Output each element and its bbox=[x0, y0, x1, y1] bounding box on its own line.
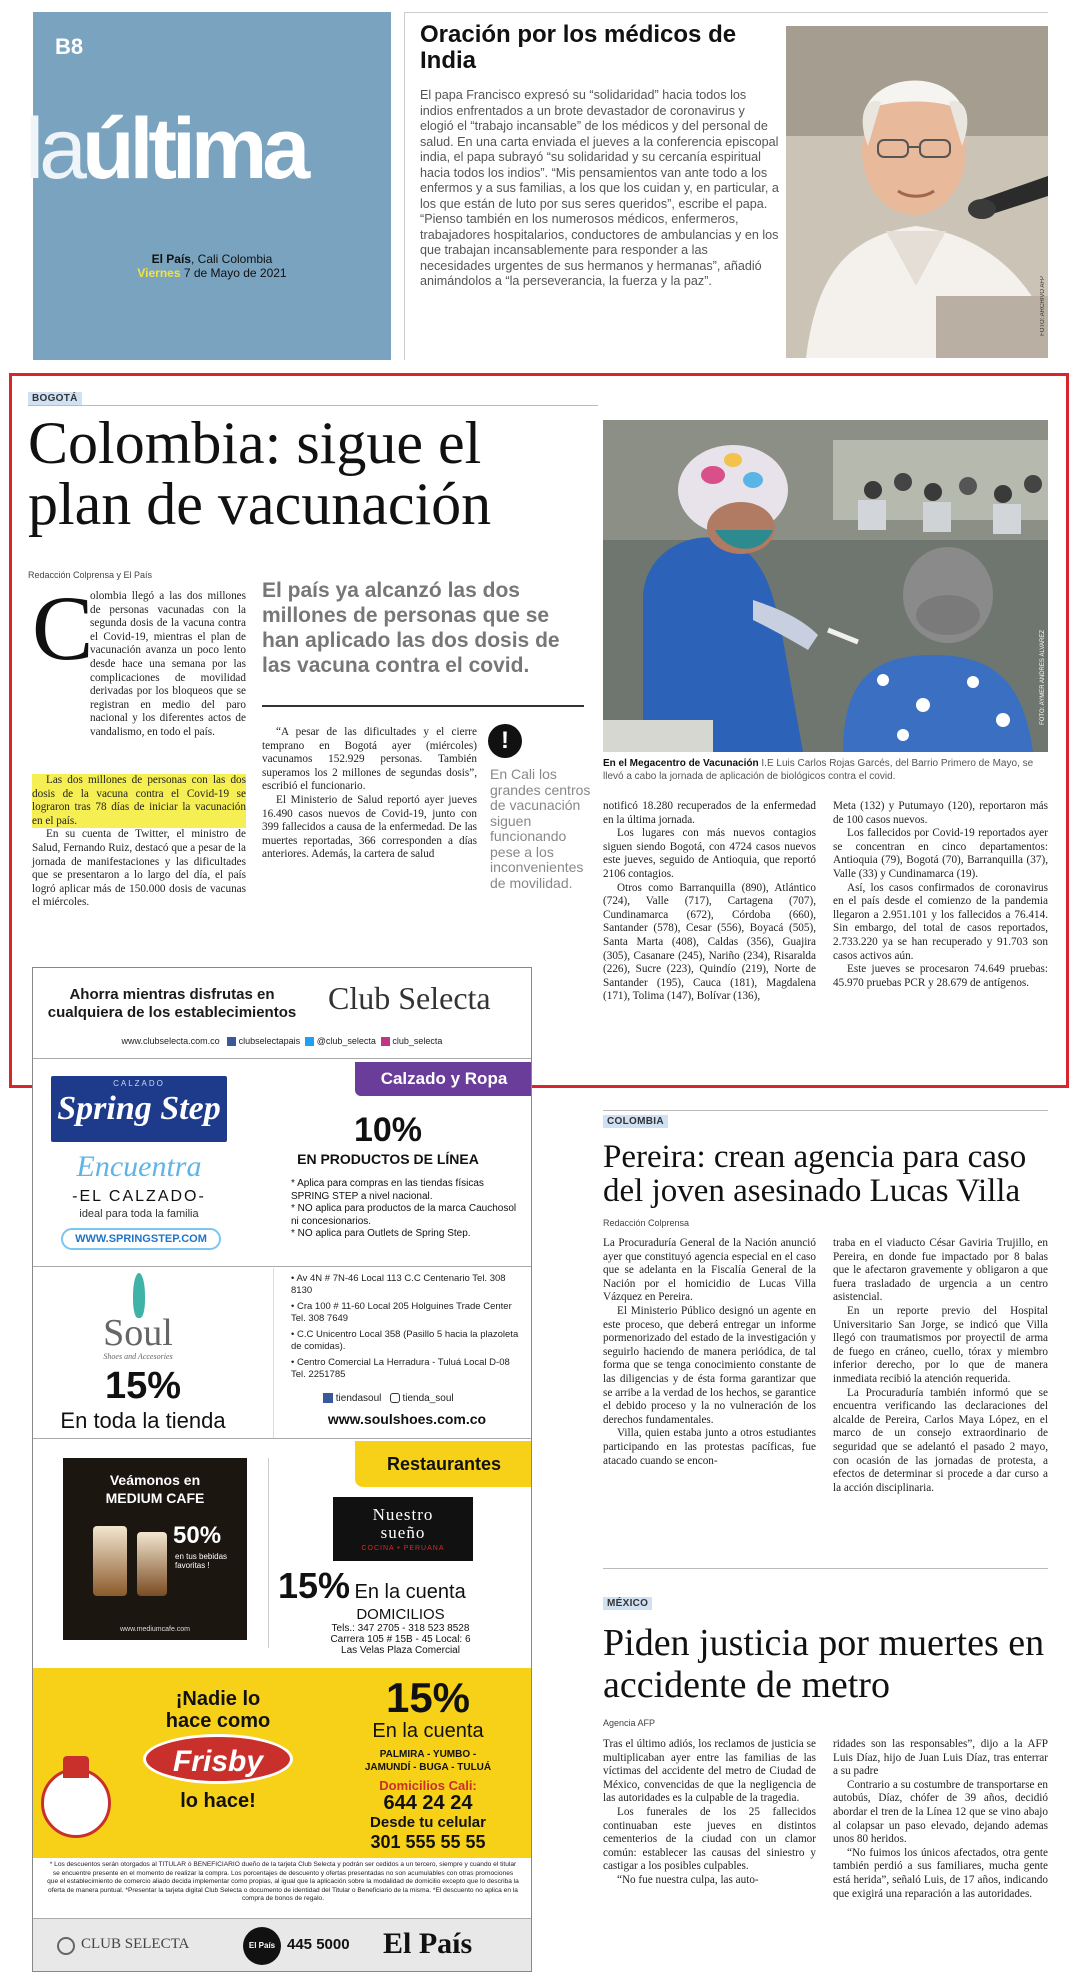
section-restaurantes: Restaurantes bbox=[355, 1441, 532, 1487]
ad-fine-print: * Los descuentos serán otorgados al TITULAR ó BENEFICIARIO dueño de la tarjeta Club Selecta y podrán ser cedidos a un tercero, siempre y cuando el titular se encuentre presente en el momento de realizar la compra. Los porcentajes de descuento y ofertas presentadas no son acumulables con otras promociones que el establecimiento de comercio aliado decida implementar como propias, al igual que la aplicación sobre la modalidad de domicilio excepto que lo describa la oferta de manera puntual. *Presentar la tarjeta digital Club Selecta o documento de identidad del Titular o Beneficiario de la misma. *El descuento no aplica en la compra de bonos de regalo. bbox=[47, 1861, 519, 1903]
ad-headline: Ahorra mientras disfrutas en cualquiera de los establecimientos bbox=[47, 986, 297, 1021]
section-rule bbox=[603, 1568, 1048, 1569]
main-story-byline: Redacción Colprensa y El País bbox=[28, 570, 153, 580]
ad-divider bbox=[33, 1438, 531, 1439]
pope-photo bbox=[786, 26, 1048, 358]
medium-cafe-panel: Veámonos en MEDIUM CAFE 50% en tus bebidas favoritas ! www.mediumcafe.com bbox=[63, 1458, 247, 1640]
ad-vertical-divider bbox=[268, 1458, 269, 1648]
pereira-byline: Redacción Colprensa bbox=[603, 1218, 690, 1228]
frisby-discount-label: En la cuenta bbox=[372, 1720, 484, 1742]
ss-conditions: * Aplica para compras en las tiendas físicas SPRING STEP a nivel nacional. * NO aplica para productos de la marca Cauchosol ni concesionarios. * NO aplica para Outlets de Spring Step. bbox=[291, 1178, 517, 1239]
pereira-column-1: La Procuraduría General de la Nación anunció ayer que constituyó agencia especial en el caso que se adelanta en la Fiscalía General de la Nación por el homicidio de Lucas Villa Vázquez en Pereira. El Ministerio Público designó un agente en este proceso, que deberá entregar un informe pormenorizado del estado de la investigación y seguirlo haciendo de manera periódica, de tal forma que se tenga conocimiento constante de las diligencias y de ésta forma garantizar que se arribe a la verdad de los hechos, se garantice el debido proceso y la no vulneración de los derechos fundamentales. Villa, quien estaba junto a otros estudiantes participando en las protestas pacíficas, fue atacado cuando se encon- bbox=[603, 1237, 816, 1467]
masthead bbox=[25, 12, 391, 360]
frisby-mascot-hat bbox=[63, 1756, 89, 1778]
pope-illustration bbox=[786, 26, 1048, 358]
soul-addresses: • Av 4N # 7N-46 Local 113 C.C Centenario Tel. 308 8130 • Cra 100 # 11-60 Local 205 Holguines Trade Center Tel. 308 7649 • C.C Unicentro Local 358 (Pasillo 5 hacia la plazoleta de comidas). • Centro Comercial La Herradura - Tuluá Local D-08 Tel. 2251785 bbox=[291, 1273, 519, 1380]
frisby-phone: 644 24 24 bbox=[383, 1792, 473, 1814]
highlighted-paragraph: Las dos millones de personas con las dos dosis de la vacuna contra el Covid-19 se lograron tras 78 días de iniciar la vacunación en el país. bbox=[32, 774, 246, 827]
ad-vertical-divider bbox=[273, 1268, 274, 1438]
mexico-column-2: ridades son las responsables”, dijo a la AFP Luis Díaz, hijo de Juan Luis Díaz, tras enterrar a su padre Contrario a su costumbre de transportarse en autobús, Díaz, chófer de 39 años, decidió abordar el tren de la Línea 12 que se vino abajo al colapsar un paso elevado, dejando ademas unos 80 heridos. “No fuimos los únicos afectados, otra gente también perdió a sus familiares, mucha gente está herida”, señaló Luis, de 17 años, indicando que exigirá una reparación a las autoridades. bbox=[833, 1738, 1048, 1900]
facebook-icon bbox=[227, 1037, 236, 1046]
section-tag: MÉXICO bbox=[603, 1597, 652, 1610]
section-tag: BOGOTÁ bbox=[28, 392, 82, 405]
ns-domicilios: DOMICILIOS bbox=[356, 1606, 445, 1623]
coffee-cup-icon bbox=[137, 1532, 167, 1596]
club-selecta-icon bbox=[57, 1937, 75, 1955]
coffee-cup-icon bbox=[93, 1526, 127, 1596]
instagram-icon bbox=[381, 1037, 390, 1046]
frisby-cel-label: Desde tu celular bbox=[370, 1814, 486, 1831]
frisby-mascot-icon bbox=[41, 1768, 111, 1838]
spring-step-logo: Spring Step bbox=[57, 1090, 221, 1127]
mexico-column-1: Tras el último adiós, los reclamos de justicia se multiplicaban ayer entre las familias de las víctimas del accidente del metro de Ciudad de México, convencidas de que la negligencia de las autoridades es la culpable de la tragedia. Los funerales de los 25 fallecidos continuaban este jueves en distintos cementerios de la ciudad con un clamor común: establecer las causas del siniestro y castigar a los posibles culpables. “No fue nuestra culpa, las auto- bbox=[603, 1738, 816, 1886]
frisby-panel bbox=[33, 1668, 532, 1858]
el-pais-logo: El País bbox=[383, 1927, 473, 1960]
photo-credit: FOTO: ARCHIVO AFP bbox=[1040, 276, 1046, 336]
ns-contact: Tels.: 347 2705 - 318 523 8528 Carrera 105 # 15B - 45 Local: 6 Las Velas Plaza Comercial bbox=[330, 1623, 471, 1656]
pull-quote: El país ya alcanzó las dos millones de personas que se han aplicado las dos dosis de las vacuna contra el covid. bbox=[262, 579, 560, 677]
masthead-dateline: El País, Cali Colombia Viernes 7 de Mayo de 2021 bbox=[137, 252, 287, 280]
spring-step-logo-box: CALZADO Spring Step bbox=[51, 1076, 227, 1142]
instagram-icon bbox=[390, 1393, 400, 1403]
soul-discount: 15% bbox=[104, 1365, 182, 1407]
ad-social-row: www.clubselecta.com.co clubselectapais @club_selecta club_selecta bbox=[121, 1036, 443, 1046]
main-column-4: Meta (132) y Putumayo (120), reportaron más de 100 casos nuevos. Los fallecidos por Covid-19 reportados ayer se concentran en cinco departamentos: Antioquia (79), Bogotá (70), Barranquilla (37), Valle (33) y Cundinamarca (19). Así, los casos confirmados de coronavirus en el país desde el comienzo de la pandemia llegaron a 2.951.101 y los fallecidos a 76.414. Sin embargo, del total de casos reportados, 2.733.220 ya se han recuperado y 91.703 son casos activos aún. Este jueves se procesaron 74.649 pruebas: 45.970 pruebas PCR y 28.679 de antígenos. bbox=[833, 800, 1048, 989]
pereira-column-2: traba en el viaducto César Gaviria Trujillo, en Pereira, en donde fue impactado por 8 balas que le afectaron gravemente y obligaron a que fuera trasladado de urgencia a un centro asistencial. En un reporte previo del Hospital Universitario San Jorge, se indicó que Villa llegó con traumatismos por proyectil de arma de fuego en cráneo, cuello, tórax y miembro inferior derecho, por lo que de manera inmediata recibió la atención requerida. La Procuraduría también informó que se encuentra verificando las declaraciones del alcalde de Pereira, Carlos Maya López, en el marco de un consejo extraordinario de seguridad que se adelantó el pasado 2 mayo, con ocasión de las jornadas de protesta, a efectos de determinar si procede a dar curso a la acción disciplinaria. bbox=[833, 1237, 1048, 1494]
ss-tagline-2: -EL CALZADO- bbox=[72, 1188, 206, 1205]
top-story-body: El papa Francisco expresó su “solidaridad” hacia todos los indios enfrentados a un brote devastador de coronavirus y elogió el “trabajo incansable” de los médicos y del personal de salud. En una carta enviada el jueves a la conferencia episcopal india, el papa subrayó “su solidaridad y su cercanía espiritual hacia todos los indios”. “Mis pensamientos van ante todo a los enfermos y a sus familias, a los que los cuidan y, en particular, a los que están de luto por sus seres queridos”, escribe el papa. “Pienso también en los numerosos médicos, enfermeros, trabajadores hospitalarios, conductores de ambulancias y en los que trabajan incansablemente para responder a las necesidades urgentes de sus hermanos y hermanas”, añadió animándolos a “la perseverancia, la fuerza y la paz”. bbox=[420, 88, 779, 288]
photo-caption: En el Megacentro de Vacunación I.E Luis Carlos Rojas Garcés, del Barrio Primero de Mayo, se llevó a cabo la jornada de aplicación de biológicos contra el covid. bbox=[603, 758, 1034, 782]
section-logo: laúltima bbox=[25, 101, 306, 197]
frisby-dom-label: Domicilios Cali: bbox=[379, 1778, 477, 1793]
sidenote: En Cali los grandes centros de vacunación siguen funcionando pese a los inconvenientes de movilidad. bbox=[490, 766, 591, 891]
ad-footer: CLUB SELECTA El País 445 5000 El País bbox=[33, 1919, 532, 1972]
top-rule bbox=[404, 12, 1048, 13]
vaccination-illustration bbox=[603, 420, 1048, 752]
facebook-icon bbox=[323, 1393, 333, 1403]
drop-cap: C bbox=[32, 577, 94, 679]
ss-web-button[interactable]: WWW.SPRINGSTEP.COM bbox=[61, 1228, 221, 1250]
frisby-slogan-end: lo hace! bbox=[180, 1790, 256, 1812]
main-column-1-bottom: Las dos millones de personas con las dos dosis de la vacuna contra el Covid-19 se lograron tras 78 días de iniciar la vacunación en el país. En su cuenta de Twitter, el ministro de Salud, Fernando Ruiz, destacó que a pesar de la jornada de manifestaciones y las dificultades que se presentaron a lo largo del día, el país logró aplicar más de 150.000 dosis de vacunas el miércoles. bbox=[32, 774, 246, 909]
ad-divider bbox=[33, 1266, 531, 1267]
ss-tagline-3: ideal para toda la familia bbox=[79, 1208, 199, 1220]
el-pais-badge: El País bbox=[243, 1927, 281, 1965]
frisby-cities: PALMIRA - YUMBO - JAMUNDÍ - BUGA - TULUÁ bbox=[364, 1749, 492, 1773]
mexico-byline: Agencia AFP bbox=[603, 1718, 656, 1728]
nuestro-sueno-logo: Nuestro sueño COCINA • PERUANA bbox=[333, 1497, 473, 1561]
mexico-title: Piden justicia por muertes en accidente de metro bbox=[603, 1622, 1045, 1706]
soul-logo: Soul bbox=[103, 1312, 173, 1354]
ss-tagline-1: Encuentra bbox=[76, 1150, 202, 1183]
page-number: B8 bbox=[55, 34, 84, 59]
main-column-3: notificó 18.280 recuperados de la enfermedad en la última jornada. Los lugares con más nuevos contagios siguen siendo Bogotá, con 4724 casos nuevos este jueves, seguido de Antioquia, que reportó 2106 contagios. Otros como Barranquilla (890), Atlántico (724), Valle (717), Cartagena (707), Cundinamarca (672), Córdoba (660), Santander (578), Cesar (556), Boyacá (505), Santa Marta (408), Caldas (356), Guajira (305), Casanare (245), Nariño (234), Risaralda (226), Sucre (223), Quindío (219), Norte de Santander (195), Cauca (181), Magdalena (171), Tolima (147), Bolívar (136), bbox=[603, 800, 816, 1003]
photo-credit: FOTO: AYMER ANDRÉS ÁLVAREZ bbox=[1040, 630, 1046, 725]
section-tag: COLOMBIA bbox=[603, 1115, 668, 1128]
main-story-title: Colombia: sigue el plan de vacunación bbox=[28, 410, 492, 537]
frisby-cel: 301 555 55 55 bbox=[370, 1832, 486, 1852]
footer-phone: 445 5000 bbox=[287, 1936, 350, 1953]
info-icon: ! bbox=[488, 724, 522, 758]
soul-social-row: tiendasoul tienda_soul bbox=[323, 1393, 523, 1404]
top-story-title: Oración por los médicos de India bbox=[420, 21, 737, 74]
ad-divider bbox=[33, 1058, 531, 1059]
main-column-1 bbox=[32, 677, 246, 772]
main-column-2: “A pesar de las dificultades y el cierre temprano en Bogotá ayer (miércoles) vacunamos 152.929 personas. También superamos los 2 millones de segundas dosis”, escribió el funcionario. El Ministerio de Salud reportó ayer jueves 16.490 casos nuevos de Covid-19, junto con 399 fallecidos a causa de la enfermedad. De las muertes reportadas, 366 corresponden a días anteriores. Además, la cartera de salud bbox=[262, 726, 477, 861]
ns-discount-row: 15% En la cuenta bbox=[278, 1565, 466, 1606]
club-selecta-logo: Club Selecta bbox=[328, 980, 491, 1016]
twitter-icon bbox=[305, 1037, 314, 1046]
soul-sub: Shoes and Accesories bbox=[103, 1352, 173, 1361]
column-divider bbox=[404, 12, 405, 360]
frisby-logo: Frisby bbox=[143, 1734, 293, 1784]
frisby-slogan: ¡Nadie lo hace como bbox=[165, 1688, 271, 1732]
pull-quote-rule bbox=[262, 705, 584, 707]
tag-rule bbox=[28, 405, 598, 406]
section-calzado-ropa: Calzado y Ropa bbox=[355, 1062, 532, 1096]
pereira-title: Pereira: crean agencia para caso del joven asesinado Lucas Villa bbox=[603, 1139, 1027, 1209]
club-selecta-ad[interactable] bbox=[32, 967, 532, 1972]
lead-paragraph-start: olombia llegó a las dos millones de personas vacunadas con la segunda dosis de la vacuna contra el Covid-19, mientras el plan de vacunación avanza un poco lento desde hace una semana por las complicaciones de movilidad derivadas por los bloqueos que se registran en medio del paro nacional y los diferentes actos de vandalismo, en todo el país. bbox=[90, 590, 246, 738]
soul-discount-label: En toda la tienda bbox=[60, 1408, 226, 1433]
section-rule bbox=[603, 1110, 1048, 1111]
vaccination-photo bbox=[603, 420, 1048, 752]
frisby-discount: 15% bbox=[385, 1674, 471, 1721]
ss-discount: 10% bbox=[353, 1111, 423, 1149]
soul-web[interactable]: www.soulshoes.com.co bbox=[327, 1411, 487, 1427]
ss-discount-label: EN PRODUCTOS DE LÍNEA bbox=[297, 1151, 479, 1167]
